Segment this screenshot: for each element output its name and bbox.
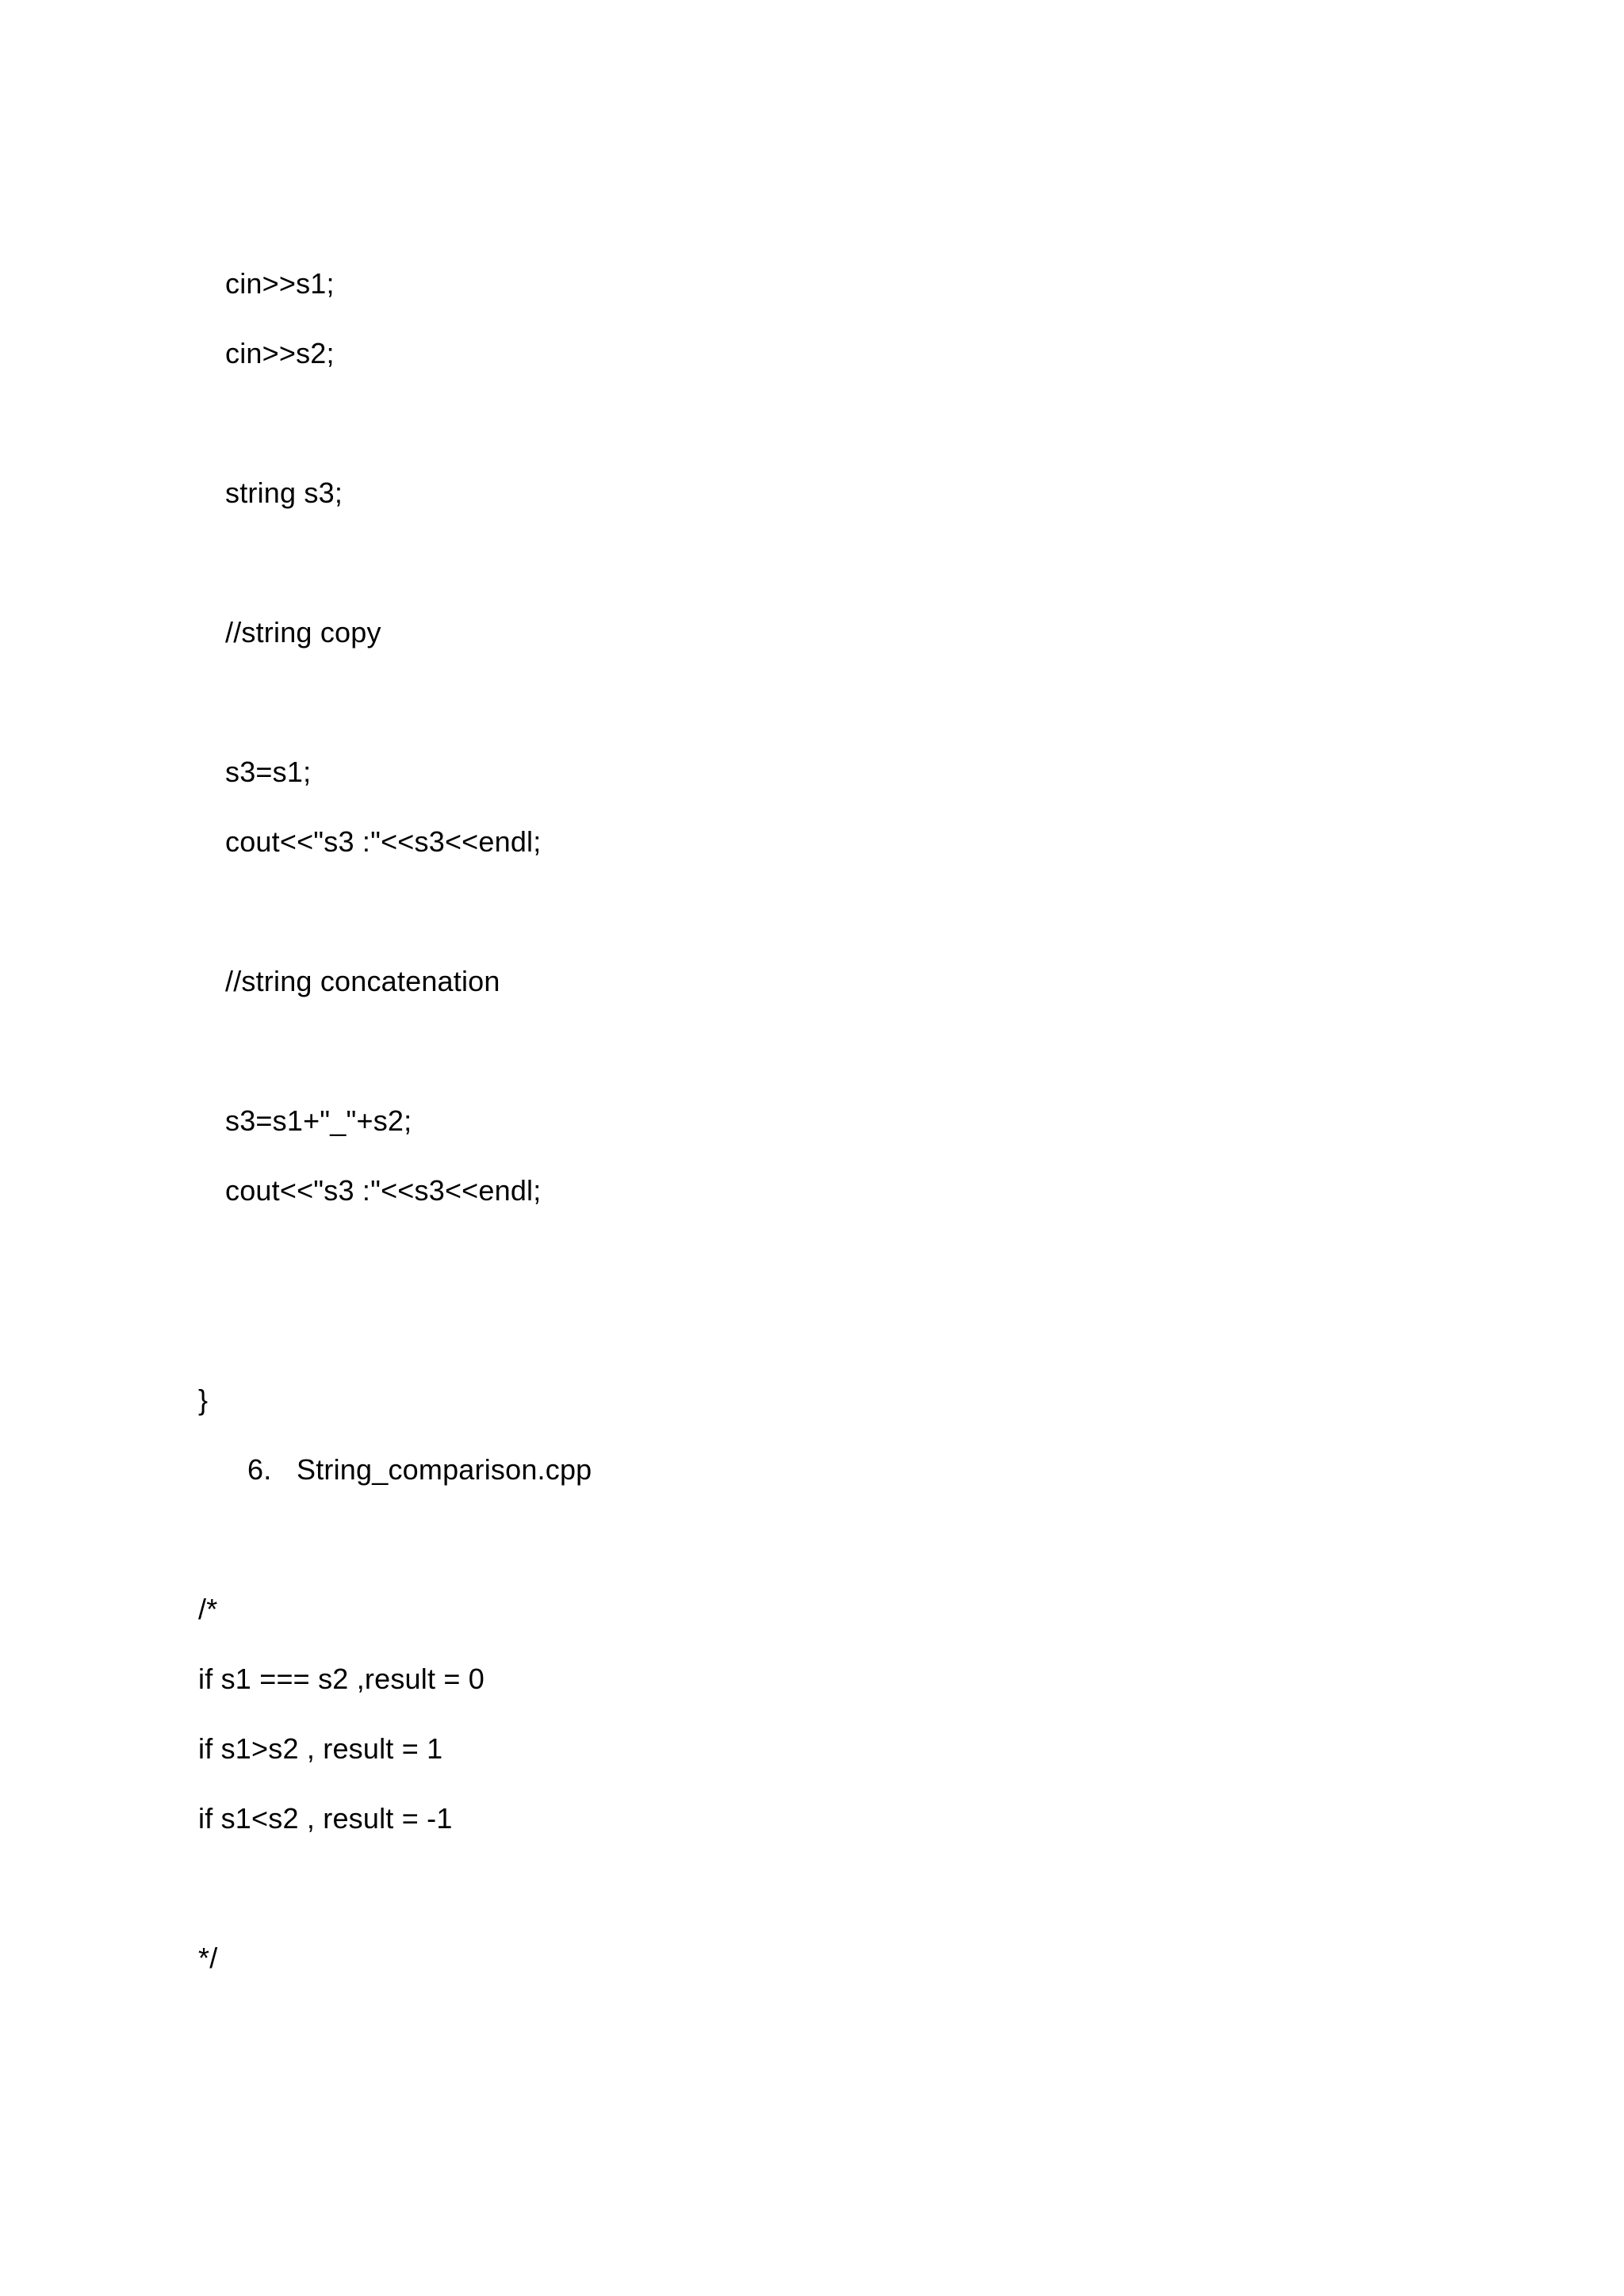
- comment-line: if s1 === s2 ,result = 0: [198, 1663, 485, 1695]
- list-item-number: 6.: [247, 1453, 272, 1486]
- code-line: cin>>s1;: [225, 267, 335, 300]
- comment-open: /*: [198, 1593, 218, 1625]
- code-line: cin>>s2;: [225, 337, 335, 369]
- code-closing-brace: }: [198, 1383, 209, 1416]
- code-line: s3=s1;: [225, 756, 312, 788]
- code-line: s3=s1+"_"+s2;: [225, 1104, 412, 1137]
- comment-line: if s1>s2 , result = 1: [198, 1732, 443, 1765]
- list-item-title: String_comparison.cpp: [297, 1453, 592, 1486]
- comment-line: if s1<s2 , result = -1: [198, 1802, 453, 1835]
- comment-close: */: [198, 1942, 218, 1974]
- code-line: cout<<"s3 :"<<s3<<endl;: [225, 825, 542, 858]
- code-line: string s3;: [225, 476, 343, 509]
- code-comment: //string copy: [225, 616, 381, 649]
- code-comment: //string concatenation: [225, 965, 500, 997]
- code-line: cout<<"s3 :"<<s3<<endl;: [225, 1174, 542, 1207]
